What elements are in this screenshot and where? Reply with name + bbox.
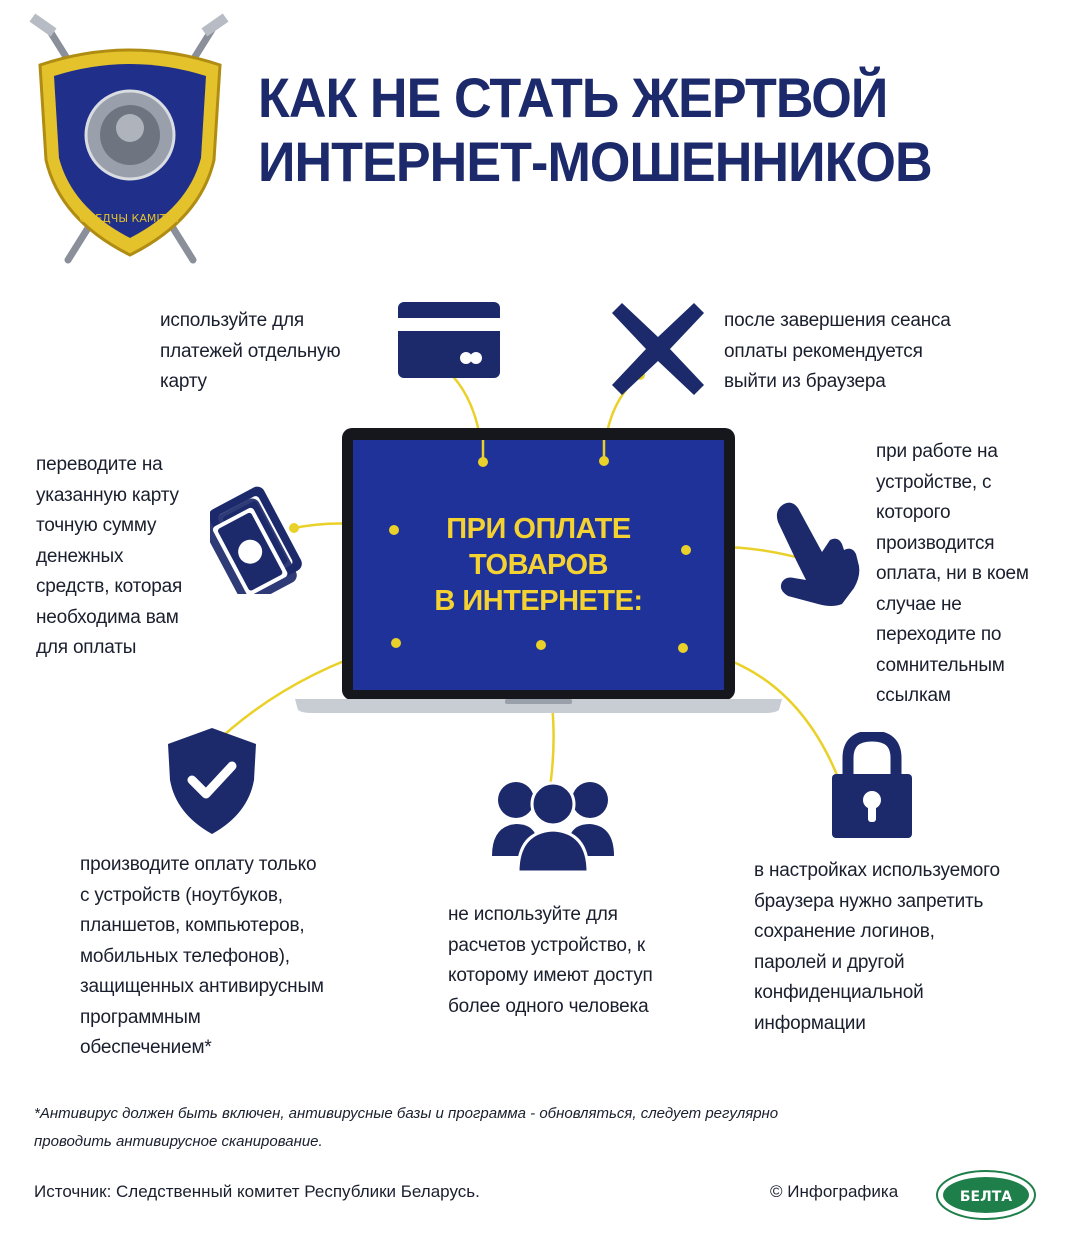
shield-check-icon (168, 728, 256, 839)
tip-browser-settings: в настройках используемого браузера нужно запретить сохранение логинов, паролей и другой конфиденциальной информации (754, 860, 1000, 1034)
belta-logo-text: БЕЛТА (959, 1189, 1013, 1205)
tip-antivirus: производите оплату только с устройств (ноутбуков, планшетов, компьютеров, мобильных телефонов), защищенных антивирусным программным обеспечением* (80, 854, 324, 1058)
belta-logo (936, 1170, 1036, 1225)
screen-line-3: В ИНТЕРНЕТЕ: (434, 585, 643, 617)
credit-text: © Инфографика (770, 1182, 899, 1201)
antivirus-footnote: *Антивирус должен быть включен, антивирусные базы и программа - обновляться, следует регулярно проводить антивирусное сканирование. (34, 1105, 779, 1150)
credit-card-icon (398, 302, 500, 383)
title-line-1: КАК НЕ СТАТЬ ЖЕРТВОЙ (258, 66, 888, 129)
pointing-hand-icon (770, 500, 862, 613)
people-group-icon (492, 776, 614, 877)
padlock-icon (832, 732, 912, 843)
tip-separate-card: используйте для платежей отдельную карту (160, 310, 341, 392)
tip-logout-browser: после завершения сеанса оплаты рекомендуется выйти из браузера (724, 310, 951, 392)
tip-shared-device: не используйте для расчетов устройство, к которому имеют доступ более одного человека (448, 904, 653, 1017)
emblem-text: СЛЕДЧЫ КАМІТЭТ (79, 212, 181, 225)
tip-suspicious-links: при работе на устройстве, с которого производится оплата, ни в коем случае не переходите по сомнительным ссылкам (876, 441, 1029, 706)
source-text: Источник: Следственный комитет Республики Беларусь. (34, 1182, 480, 1201)
tip-exact-amount: переводите на указанную карту точную сумму денежных средств, которая необходима вам для оплаты (36, 454, 183, 658)
cross-icon (612, 303, 704, 400)
title-line-2: ИНТЕРНЕТ-МОШЕННИКОВ (258, 130, 932, 193)
screen-line-1: ПРИ ОПЛАТЕ (446, 513, 631, 545)
screen-line-2: ТОВАРОВ (469, 549, 608, 581)
